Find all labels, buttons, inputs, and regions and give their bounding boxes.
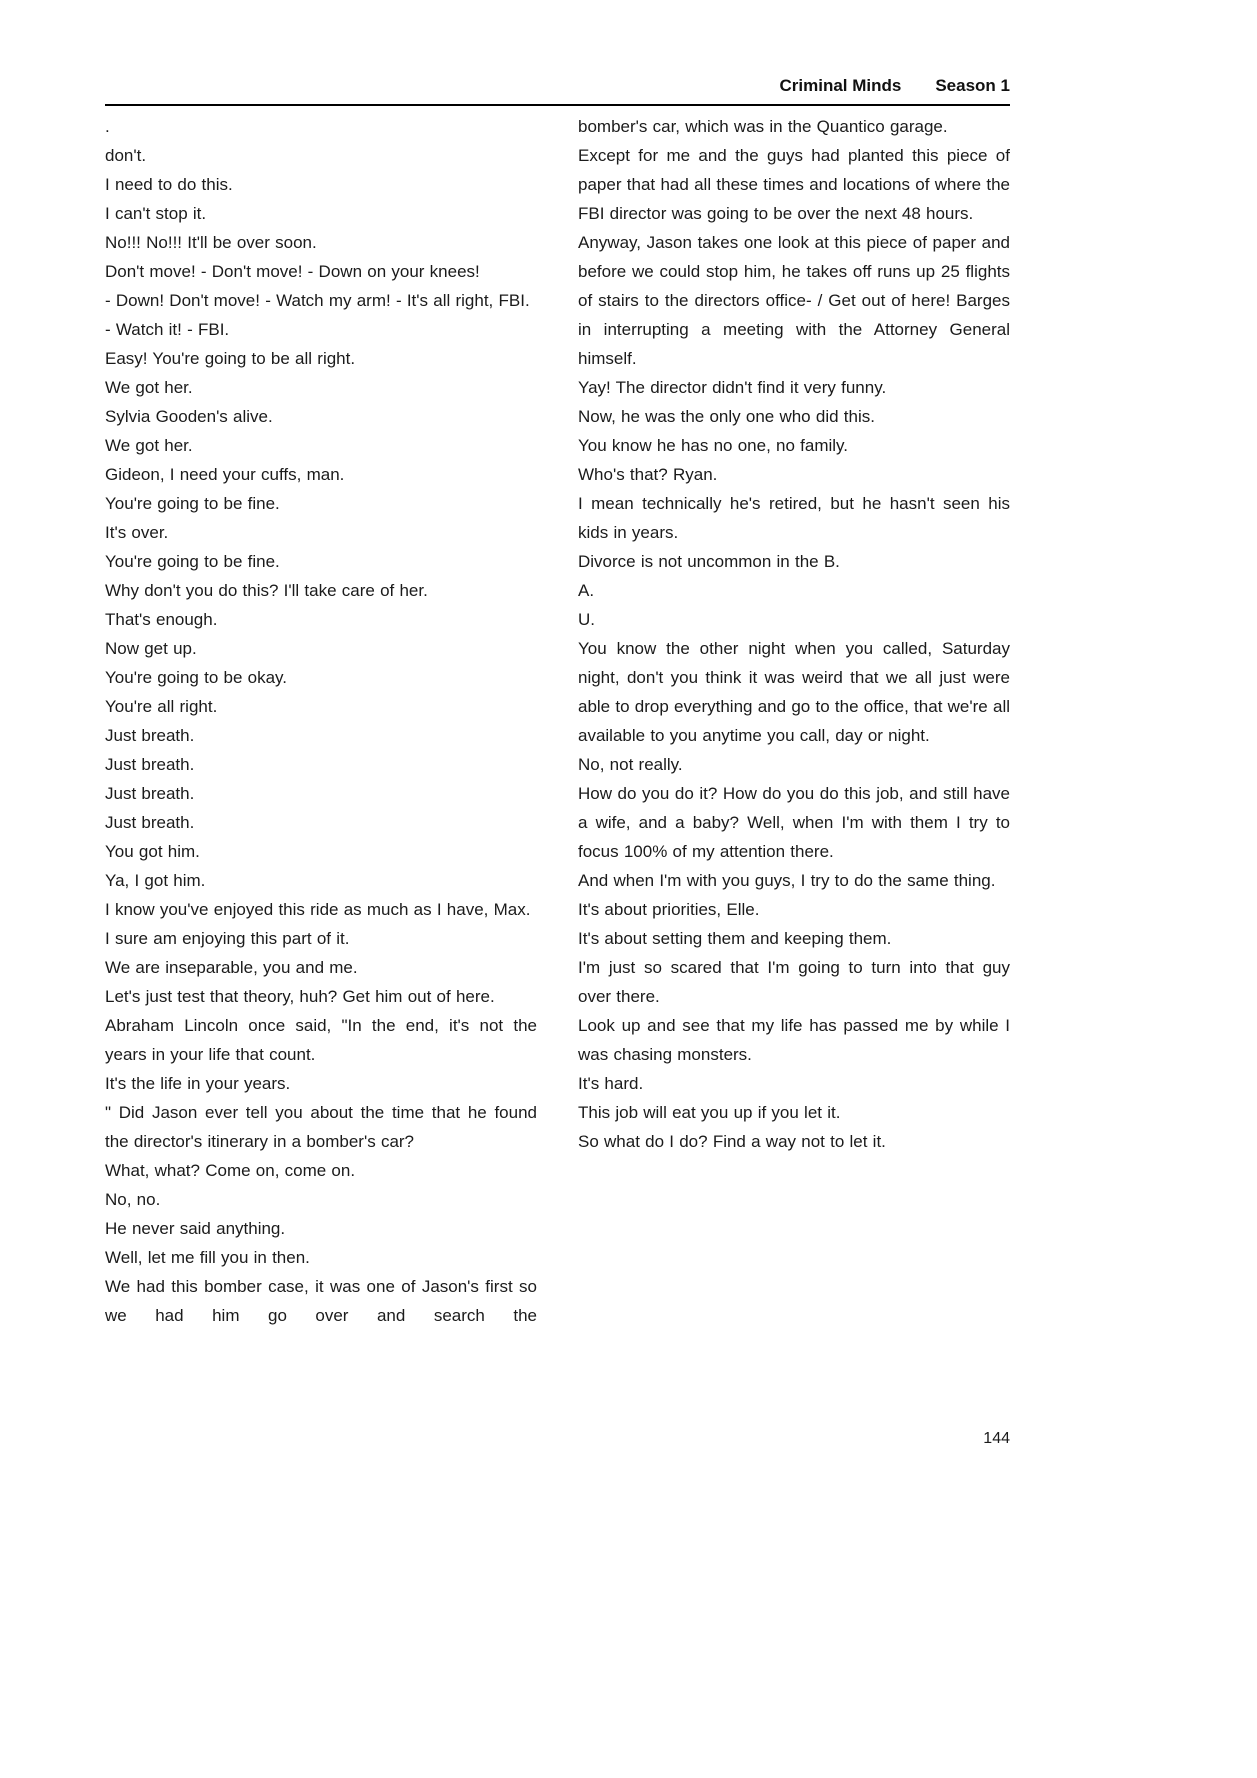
header-season: Season 1 — [935, 76, 1010, 95]
dialogue-line: No, no. — [105, 1190, 161, 1209]
dialogue-line: You're going to be fine. — [105, 552, 280, 571]
dialogue-line: Anyway, Jason takes one look at this piece of paper and before we could stop him, he takes off runs up 25 flights of stairs to the directors office- / Get out of here! Barges in interrupting a meeting with the Attorney General himself. — [578, 233, 1010, 368]
dialogue-line: It's hard. — [578, 1074, 644, 1093]
page-footer — [105, 1430, 1010, 1448]
dialogue-line: No!!! No!!! It'll be over soon. — [105, 233, 317, 252]
dialogue-line: don't. — [105, 146, 147, 165]
dialogue-line: It's about priorities, Elle. — [578, 900, 760, 919]
dialogue-line: Let's just test that theory, huh? Get him out of here. — [105, 987, 495, 1006]
dialogue-line: You're going to be okay. — [105, 668, 287, 687]
dialogue-line: U. — [578, 610, 595, 629]
dialogue-line: Look up and see that my life has passed me by while I was chasing monsters. — [578, 1016, 1010, 1064]
dialogue-line: I know you've enjoyed this ride as much as I have, Max. — [105, 900, 531, 919]
header-rule — [105, 104, 1010, 106]
dialogue-line: I need to do this. — [105, 175, 233, 194]
dialogue-line: We are inseparable, you and me. — [105, 958, 358, 977]
transcript-columns — [105, 112, 1010, 1330]
transcript-column-right — [578, 112, 1010, 1330]
dialogue-line: I can't stop it. — [105, 204, 207, 223]
page-header — [105, 76, 1010, 96]
dialogue-line: Sylvia Gooden's alive. — [105, 407, 273, 426]
dialogue-line: Divorce is not uncommon in the B. — [578, 552, 840, 571]
dialogue-line: bomber's car, which was in the Quantico garage. — [578, 117, 948, 136]
dialogue-line: It's the life in your years. — [105, 1074, 291, 1093]
dialogue-line: That's enough. — [105, 610, 218, 629]
dialogue-line: You're going to be fine. — [105, 494, 280, 513]
dialogue-line: Gideon, I need your cuffs, man. — [105, 465, 345, 484]
dialogue-line: Just breath. — [105, 726, 195, 745]
dialogue-line: - Watch it! - FBI. — [105, 320, 230, 339]
dialogue-line: Now get up. — [105, 639, 197, 658]
dialogue-line: How do you do it? How do you do this job, and still have a wife, and a baby? Well, when I'm with them I try to focus 100% of my attention there. — [578, 784, 1010, 861]
dialogue-line: We had this bomber case, it was one of Jason's first so we had him go over and search the — [105, 1277, 537, 1325]
dialogue-line: You know the other night when you called, Saturday night, don't you think it was weird that we all just were able to drop everything and go to the office, that we're all available to you anytime you call, day or night. — [578, 639, 1010, 745]
dialogue-line: . — [105, 117, 110, 136]
dialogue-line: And when I'm with you guys, I try to do the same thing. — [578, 871, 996, 890]
dialogue-line: He never said anything. — [105, 1219, 286, 1238]
dialogue-line: I mean technically he's retired, but he hasn't seen his kids in years. — [578, 494, 1010, 542]
dialogue-line: Just breath. — [105, 813, 195, 832]
dialogue-line: Who's that? Ryan. — [578, 465, 718, 484]
page-number: 144 — [983, 1430, 1010, 1447]
dialogue-line: " Did Jason ever tell you about the time that he found the director's itinerary in a bomber's car? — [105, 1103, 537, 1151]
dialogue-line: I'm just so scared that I'm going to turn into that guy over there. — [578, 958, 1010, 1006]
dialogue-line: This job will eat you up if you let it. — [578, 1103, 841, 1122]
dialogue-line: It's about setting them and keeping them. — [578, 929, 892, 948]
dialogue-line: We got her. — [105, 436, 193, 455]
dialogue-line: You're all right. — [105, 697, 218, 716]
dialogue-line: Except for me and the guys had planted this piece of paper that had all these times and locations of where the FBI director was going to be over the next 48 hours. — [578, 146, 1010, 223]
dialogue-line: I sure am enjoying this part of it. — [105, 929, 350, 948]
transcript-column-left — [105, 112, 537, 1330]
dialogue-line: It's over. — [105, 523, 169, 542]
dialogue-line: No, not really. — [578, 755, 683, 774]
dialogue-line: Well, let me fill you in then. — [105, 1248, 310, 1267]
dialogue-line: Ya, I got him. — [105, 871, 206, 890]
dialogue-line: Yay! The director didn't find it very funny. — [578, 378, 887, 397]
dialogue-line: Just breath. — [105, 784, 195, 803]
dialogue-line: Don't move! - Don't move! - Down on your knees! — [105, 262, 480, 281]
dialogue-line: What, what? Come on, come on. — [105, 1161, 356, 1180]
dialogue-line: You got him. — [105, 842, 200, 861]
dialogue-line: Abraham Lincoln once said, "In the end, it's not the years in your life that count. — [105, 1016, 537, 1064]
header-title: Criminal Minds — [779, 76, 902, 95]
dialogue-line: We got her. — [105, 378, 193, 397]
dialogue-line: Easy! You're going to be all right. — [105, 349, 356, 368]
dialogue-line: So what do I do? Find a way not to let it. — [578, 1132, 886, 1151]
dialogue-line: A. — [578, 581, 595, 600]
dialogue-line: Just breath. — [105, 755, 195, 774]
dialogue-line: - Down! Don't move! - Watch my arm! - It's all right, FBI. — [105, 291, 530, 310]
dialogue-line: You know he has no one, no family. — [578, 436, 849, 455]
dialogue-line: Now, he was the only one who did this. — [578, 407, 875, 426]
dialogue-line: Why don't you do this? I'll take care of her. — [105, 581, 428, 600]
